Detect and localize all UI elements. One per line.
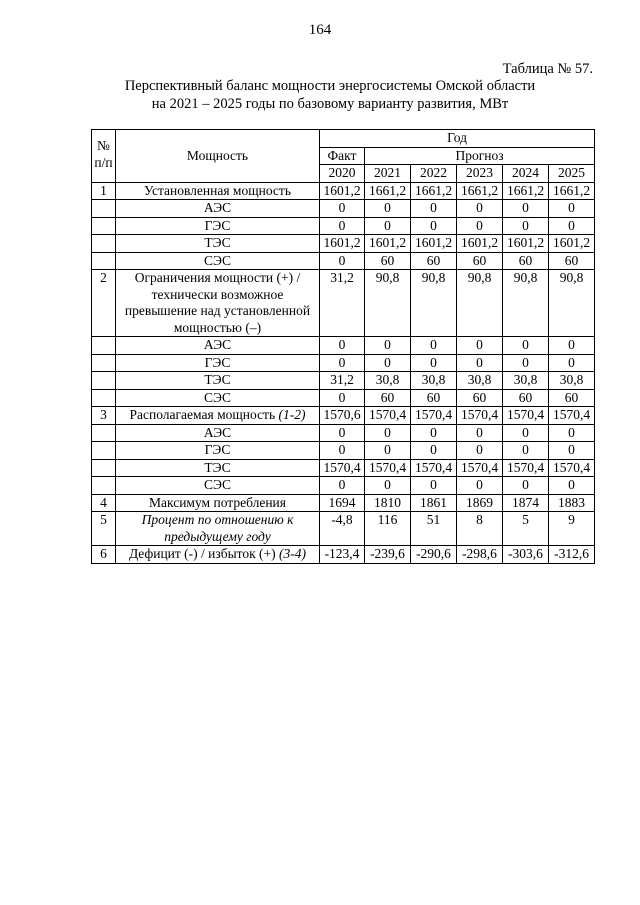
value-cell: 0 xyxy=(320,442,365,460)
value-cell: 1861 xyxy=(411,494,457,512)
value-cell: 1570,4 xyxy=(503,459,549,477)
value-cell: 0 xyxy=(320,354,365,372)
power-balance-table xyxy=(91,129,595,564)
col-header-forecast: Прогноз xyxy=(365,147,595,165)
row-label-text: Установленная мощность xyxy=(144,182,291,198)
value-cell: 0 xyxy=(549,477,595,495)
row-number xyxy=(92,424,116,442)
value-cell: 0 xyxy=(365,337,411,355)
value-cell: 0 xyxy=(549,424,595,442)
value-cell: 0 xyxy=(457,442,503,460)
value-cell: 60 xyxy=(411,389,457,407)
value-cell: 0 xyxy=(320,389,365,407)
year-header: 2021 xyxy=(365,165,411,183)
table-row xyxy=(92,182,595,200)
value-cell: 0 xyxy=(320,477,365,495)
table-row xyxy=(92,546,595,564)
row-number: 6 xyxy=(92,546,116,564)
value-cell: 1570,4 xyxy=(365,459,411,477)
table-row xyxy=(92,459,595,477)
table-row xyxy=(92,200,595,218)
row-label-text: АЭС xyxy=(203,424,232,440)
col-header-fact: Факт xyxy=(320,147,365,165)
value-cell: 0 xyxy=(503,200,549,218)
row-label-text: Ограничения мощности (+) / технически возможное превышение над установленной мощностью (–) xyxy=(124,270,311,335)
row-label xyxy=(116,424,320,442)
table-row xyxy=(92,389,595,407)
row-number xyxy=(92,235,116,253)
value-cell: 1601,2 xyxy=(503,235,549,253)
value-cell: 0 xyxy=(411,442,457,460)
table-label: Таблица № 57. xyxy=(502,61,593,77)
value-cell: 60 xyxy=(503,252,549,270)
value-cell: 0 xyxy=(457,337,503,355)
value-cell: 1661,2 xyxy=(503,182,549,200)
table-row xyxy=(92,337,595,355)
value-cell: 5 xyxy=(503,512,549,546)
value-cell: 1601,2 xyxy=(320,235,365,253)
row-label-text: АЭС xyxy=(203,200,232,215)
value-cell: -4,8 xyxy=(320,512,365,546)
row-number xyxy=(92,372,116,390)
row-number xyxy=(92,217,116,235)
value-cell: 0 xyxy=(549,442,595,460)
value-cell: -312,6 xyxy=(549,546,595,564)
year-header: 2020 xyxy=(320,165,365,183)
table-row xyxy=(92,494,595,512)
value-cell: 1601,2 xyxy=(549,235,595,253)
row-label-text: ГЭС xyxy=(204,354,231,370)
row-label-text: СЭС xyxy=(204,389,231,405)
value-cell: 0 xyxy=(457,354,503,372)
value-cell: 90,8 xyxy=(411,270,457,337)
row-label-text: АЭС xyxy=(203,337,232,352)
value-cell: 1601,2 xyxy=(457,235,503,253)
value-cell: 0 xyxy=(365,200,411,218)
row-label-text: ГЭС xyxy=(204,217,231,233)
table-row xyxy=(92,424,595,442)
value-cell: 0 xyxy=(457,424,503,442)
row-label-text: Процент по отношению к предыдущему году xyxy=(141,512,294,544)
value-cell: 1570,4 xyxy=(320,459,365,477)
value-cell: 30,8 xyxy=(549,372,595,390)
value-cell: 1874 xyxy=(503,494,549,512)
value-cell: -298,6 xyxy=(457,546,503,564)
table-row xyxy=(92,252,595,270)
value-cell: 0 xyxy=(320,424,365,442)
value-cell: 51 xyxy=(411,512,457,546)
row-label xyxy=(116,372,320,390)
value-cell: 0 xyxy=(320,252,365,270)
page-number: 164 xyxy=(308,22,332,38)
row-label xyxy=(116,512,320,546)
value-cell: 1661,2 xyxy=(549,182,595,200)
row-number: 4 xyxy=(92,494,116,512)
value-cell: 0 xyxy=(503,477,549,495)
value-cell: 0 xyxy=(365,477,411,495)
table-row xyxy=(92,512,595,546)
value-cell: 0 xyxy=(411,337,457,355)
row-label-text: СЭС xyxy=(204,477,231,492)
value-cell: 60 xyxy=(411,252,457,270)
value-cell: 90,8 xyxy=(457,270,503,337)
row-label xyxy=(116,270,320,337)
value-cell: 1570,4 xyxy=(549,459,595,477)
value-cell: 0 xyxy=(320,200,365,218)
header-row-1 xyxy=(92,130,595,148)
value-cell: 0 xyxy=(549,337,595,355)
row-label xyxy=(116,337,320,355)
value-cell: 31,2 xyxy=(320,270,365,337)
value-cell: 1570,4 xyxy=(457,407,503,425)
value-cell: 1810 xyxy=(365,494,411,512)
value-cell: 60 xyxy=(503,389,549,407)
row-label xyxy=(116,354,320,372)
year-header: 2025 xyxy=(549,165,595,183)
value-cell: 1661,2 xyxy=(457,182,503,200)
value-cell: 0 xyxy=(411,424,457,442)
value-cell: 1570,4 xyxy=(411,407,457,425)
value-cell: 1694 xyxy=(320,494,365,512)
value-cell: 0 xyxy=(411,477,457,495)
value-cell: 1869 xyxy=(457,494,503,512)
row-label-formula: (1-2) xyxy=(278,407,306,422)
row-number: 1 xyxy=(92,182,116,200)
row-label xyxy=(116,442,320,460)
row-label xyxy=(116,389,320,407)
value-cell: 1570,4 xyxy=(503,407,549,425)
value-cell: 1570,4 xyxy=(549,407,595,425)
value-cell: -290,6 xyxy=(411,546,457,564)
value-cell: 0 xyxy=(503,354,549,372)
value-cell: 1601,2 xyxy=(320,182,365,200)
value-cell: 1601,2 xyxy=(411,235,457,253)
row-label-text: ТЭС xyxy=(204,235,231,250)
value-cell: 60 xyxy=(365,252,411,270)
table-row xyxy=(92,407,595,425)
value-cell: 0 xyxy=(503,337,549,355)
value-cell: 0 xyxy=(549,200,595,218)
table-row xyxy=(92,372,595,390)
row-label-text: Располагаемая мощность xyxy=(129,407,276,422)
row-label xyxy=(116,200,320,218)
value-cell: -123,4 xyxy=(320,546,365,564)
value-cell: 0 xyxy=(457,200,503,218)
table-row xyxy=(92,217,595,235)
value-cell: 0 xyxy=(549,354,595,372)
row-number xyxy=(92,200,116,218)
value-cell: 60 xyxy=(549,252,595,270)
value-cell: 1661,2 xyxy=(365,182,411,200)
row-label xyxy=(116,252,320,270)
value-cell: 1601,2 xyxy=(365,235,411,253)
value-cell: 0 xyxy=(549,217,595,235)
value-cell: 1570,4 xyxy=(365,407,411,425)
value-cell: 90,8 xyxy=(365,270,411,337)
row-number xyxy=(92,459,116,477)
row-label xyxy=(116,459,320,477)
row-label xyxy=(116,407,320,425)
row-number xyxy=(92,337,116,355)
value-cell: 90,8 xyxy=(503,270,549,337)
row-label-formula: (3-4) xyxy=(279,546,307,561)
row-label xyxy=(116,182,320,200)
row-label xyxy=(116,477,320,495)
value-cell: 0 xyxy=(320,337,365,355)
table-row xyxy=(92,354,595,372)
row-label-text: Максимум потребления xyxy=(149,494,286,510)
value-cell: 1570,4 xyxy=(411,459,457,477)
year-header: 2022 xyxy=(411,165,457,183)
value-cell: 60 xyxy=(457,389,503,407)
table-title xyxy=(90,78,570,113)
value-cell: 1883 xyxy=(549,494,595,512)
value-cell: 60 xyxy=(365,389,411,407)
value-cell: 0 xyxy=(411,200,457,218)
col-header-power: Мощность xyxy=(116,130,320,183)
value-cell: 0 xyxy=(365,442,411,460)
value-cell: 30,8 xyxy=(365,372,411,390)
row-number: 2 xyxy=(92,270,116,337)
table-row xyxy=(92,442,595,460)
value-cell: 60 xyxy=(549,389,595,407)
value-cell: 0 xyxy=(457,477,503,495)
value-cell: 0 xyxy=(365,217,411,235)
row-label-text: Дефицит (-) / избыток (+) xyxy=(128,546,276,561)
value-cell: 0 xyxy=(365,424,411,442)
row-number: 3 xyxy=(92,407,116,425)
col-header-year: Год xyxy=(320,130,595,148)
value-cell: 1570,4 xyxy=(457,459,503,477)
col-header-num: № п/п xyxy=(92,130,116,183)
row-number: 5 xyxy=(92,512,116,546)
table-body xyxy=(92,182,595,563)
row-label xyxy=(116,217,320,235)
value-cell: 8 xyxy=(457,512,503,546)
row-number xyxy=(92,354,116,372)
row-label xyxy=(116,546,320,564)
value-cell: 30,8 xyxy=(411,372,457,390)
value-cell: 30,8 xyxy=(503,372,549,390)
value-cell: 31,2 xyxy=(320,372,365,390)
table-row xyxy=(92,270,595,337)
row-number xyxy=(92,389,116,407)
value-cell: 116 xyxy=(365,512,411,546)
row-label-text: ТЭС xyxy=(204,372,231,387)
row-label xyxy=(116,235,320,253)
value-cell: 0 xyxy=(365,354,411,372)
row-label-text: СЭС xyxy=(204,252,231,268)
value-cell: 30,8 xyxy=(457,372,503,390)
value-cell: 0 xyxy=(411,217,457,235)
value-cell: -303,6 xyxy=(503,546,549,564)
row-label-text: ТЭС xyxy=(204,459,231,475)
value-cell: 0 xyxy=(503,424,549,442)
value-cell: -239,6 xyxy=(365,546,411,564)
value-cell: 90,8 xyxy=(549,270,595,337)
value-cell: 0 xyxy=(411,354,457,372)
value-cell: 1661,2 xyxy=(411,182,457,200)
value-cell: 0 xyxy=(320,217,365,235)
year-header: 2024 xyxy=(503,165,549,183)
year-header: 2023 xyxy=(457,165,503,183)
value-cell: 1570,6 xyxy=(320,407,365,425)
row-number xyxy=(92,442,116,460)
row-label-text: ГЭС xyxy=(204,442,231,457)
value-cell: 0 xyxy=(457,217,503,235)
value-cell: 0 xyxy=(503,442,549,460)
row-number xyxy=(92,252,116,270)
row-label xyxy=(116,494,320,512)
value-cell: 60 xyxy=(457,252,503,270)
title-line-1: Перспективный баланс мощности энергосистемы Омской области xyxy=(124,78,536,94)
title-line-2: на 2021 – 2025 годы по базовому варианту развития, МВт xyxy=(151,95,509,112)
value-cell: 0 xyxy=(503,217,549,235)
row-number xyxy=(92,477,116,495)
table-row xyxy=(92,235,595,253)
table-row xyxy=(92,477,595,495)
value-cell: 9 xyxy=(549,512,595,546)
